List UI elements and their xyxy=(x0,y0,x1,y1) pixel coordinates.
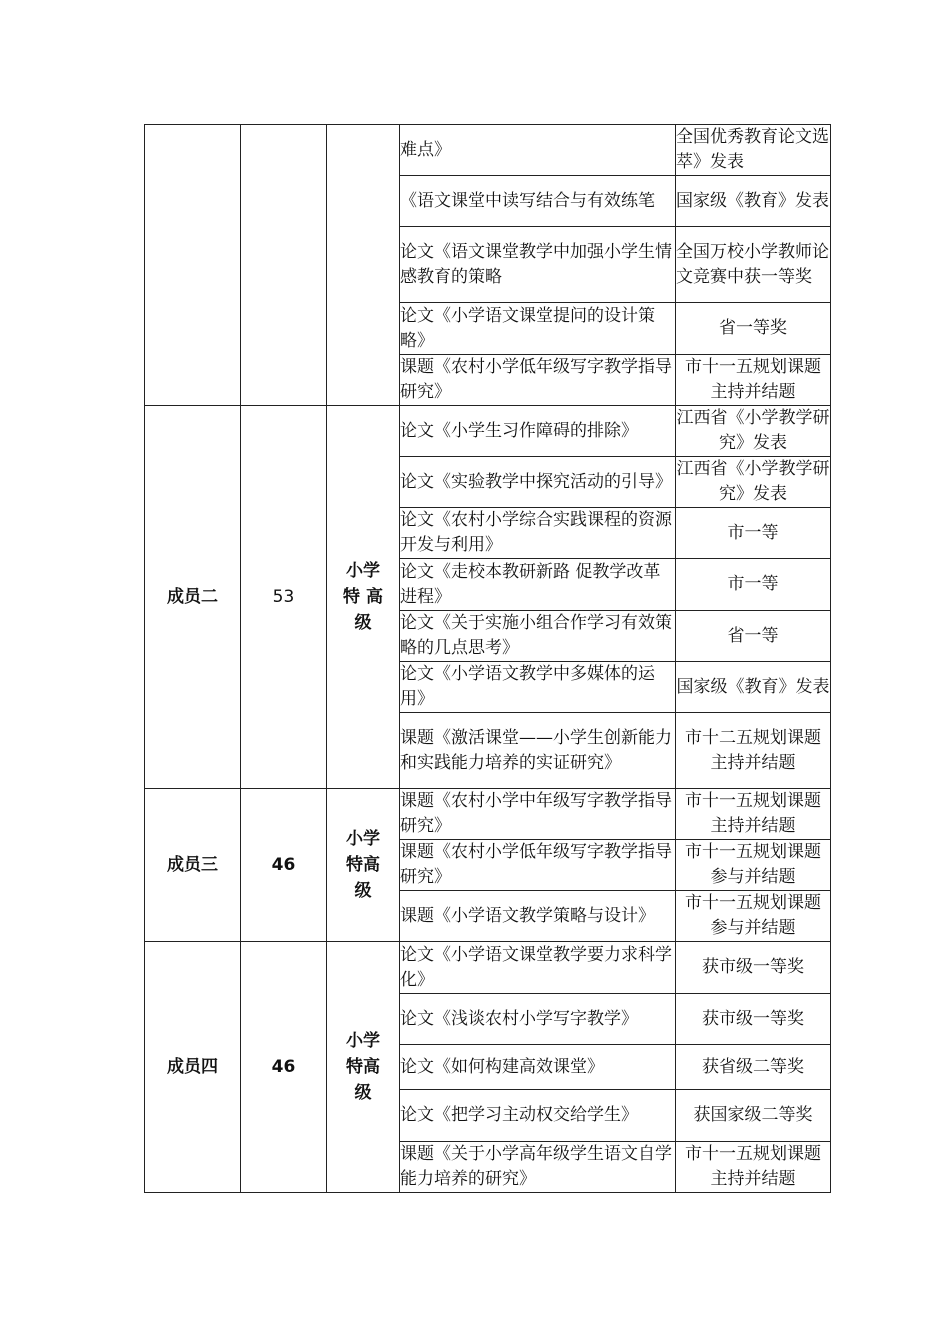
work-title-cell: 论文《小学语文教学中多媒体的运用》 xyxy=(400,662,676,713)
work-title-cell: 论文《浅谈农村小学写字教学》 xyxy=(400,994,676,1045)
result-cell: 市十二五规划课题 主持并结题 xyxy=(676,713,831,789)
result-cell: 获市级一等奖 xyxy=(676,994,831,1045)
work-title-cell: 《语文课堂中读写结合与有效练笔 xyxy=(400,176,676,227)
member-title-cell xyxy=(327,406,400,789)
work-title-cell: 课题《农村小学低年级写字教学指导研究》 xyxy=(400,355,676,406)
work-title-cell: 论文《走校本教研新路 促教学改革进程》 xyxy=(400,559,676,611)
member-name-cell: 成员三 xyxy=(145,789,241,942)
work-title-cell: 课题《农村小学低年级写字教学指导研究》 xyxy=(400,840,676,891)
member-age-cell: 46 xyxy=(241,942,327,1193)
result-cell: 市十一五规划课题 参与并结题 xyxy=(676,840,831,891)
work-title-cell: 论文《实验教学中探究活动的引导》 xyxy=(400,457,676,508)
result-cell: 市十一五规划课题 主持并结题 xyxy=(676,355,831,406)
result-cell: 获国家级二等奖 xyxy=(676,1090,831,1142)
title-line: 小学 xyxy=(346,829,380,849)
member-title-cell xyxy=(327,942,400,1193)
result-cell: 省一等奖 xyxy=(676,303,831,355)
work-title-cell: 论文《农村小学综合实践课程的资源开发与利用》 xyxy=(400,508,676,559)
title-line: 特高 xyxy=(346,1057,380,1077)
result-cell: 市十一五规划课题 主持并结题 xyxy=(676,1142,831,1193)
work-title-cell: 论文《关于实施小组合作学习有效策略的几点思考》 xyxy=(400,611,676,662)
result-cell: 省一等 xyxy=(676,611,831,662)
title-line: 级 xyxy=(354,613,372,633)
result-cell: 全国万校小学教师论文竞赛中获一等奖 xyxy=(676,227,831,303)
member-name-cell: 成员四 xyxy=(145,942,241,1193)
result-cell: 全国优秀教育论文选萃》发表 xyxy=(676,125,831,176)
work-title-cell: 论文《小学语文课堂教学要力求科学化》 xyxy=(400,942,676,994)
work-title-cell: 课题《激活课堂——小学生创新能力和实践能力培养的实证研究》 xyxy=(400,713,676,789)
work-title-cell: 论文《如何构建高效课堂》 xyxy=(400,1045,676,1090)
work-title-cell: 论文《把学习主动权交给学生》 xyxy=(400,1090,676,1142)
title-line: 小学 xyxy=(346,561,380,581)
title-line: 级 xyxy=(354,881,372,901)
result-cell: 市十一五规划课题 参与并结题 xyxy=(676,891,831,942)
work-title-cell: 课题《农村小学中年级写字教学指导研究》 xyxy=(400,789,676,840)
member-title-cell xyxy=(327,125,400,406)
title-line: 特 高 xyxy=(343,587,383,607)
result-cell: 市一等 xyxy=(676,508,831,559)
result-cell: 江西省《小学教学研究》发表 xyxy=(676,457,831,508)
result-cell: 国家级《教育》发表 xyxy=(676,662,831,713)
work-title-cell: 课题《关于小学高年级学生语文自学能力培养的研究》 xyxy=(400,1142,676,1193)
member-age-cell: 53 xyxy=(241,406,327,789)
member-age-cell xyxy=(241,125,327,406)
member-name-cell: 成员二 xyxy=(145,406,241,789)
title-line: 级 xyxy=(354,1083,372,1103)
members-achievement-table xyxy=(144,124,831,1193)
work-title-cell: 论文《小学语文课堂提问的设计策略》 xyxy=(400,303,676,355)
table-row xyxy=(145,789,831,840)
result-cell: 市一等 xyxy=(676,559,831,611)
member-name-cell xyxy=(145,125,241,406)
title-line: 小学 xyxy=(346,1031,380,1051)
table-body xyxy=(145,125,831,1193)
table-row xyxy=(145,406,831,457)
table-row xyxy=(145,125,831,176)
work-title-cell: 难点》 xyxy=(400,125,676,176)
result-cell: 获市级一等奖 xyxy=(676,942,831,994)
member-title-cell xyxy=(327,789,400,942)
result-cell: 国家级《教育》发表 xyxy=(676,176,831,227)
result-cell: 市十一五规划课题 主持并结题 xyxy=(676,789,831,840)
member-age-cell: 46 xyxy=(241,789,327,942)
result-cell: 江西省《小学教学研究》发表 xyxy=(676,406,831,457)
work-title-cell: 论文《语文课堂教学中加强小学生情感教育的策略 xyxy=(400,227,676,303)
work-title-cell: 论文《小学生习作障碍的排除》 xyxy=(400,406,676,457)
table-row xyxy=(145,942,831,994)
work-title-cell: 课题《小学语文教学策略与设计》 xyxy=(400,891,676,942)
result-cell: 获省级二等奖 xyxy=(676,1045,831,1090)
title-line: 特高 xyxy=(346,855,380,875)
